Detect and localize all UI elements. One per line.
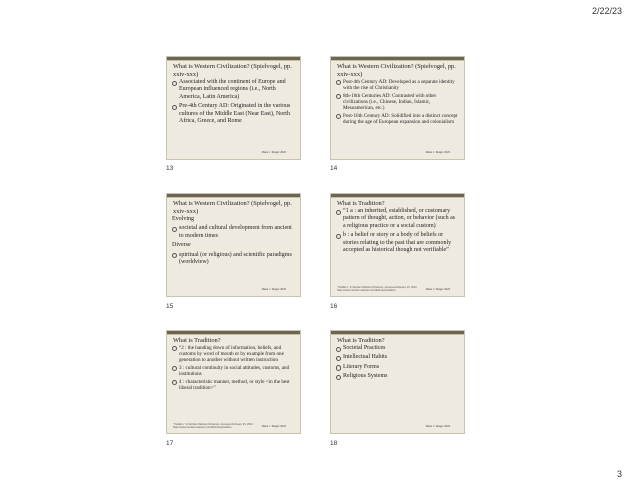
bullet-item	[336, 208, 459, 230]
bullet-icon	[336, 210, 341, 215]
bullet-icon	[336, 375, 341, 380]
slide-title: What is Western Civilization? (Spielvogel, pp. xxiv-xxx)	[173, 63, 292, 78]
slide-citation: “Tradition.” In Merriam-Webster Dictionary. Accessed February 15, 2023. https://www.merriam-webster.com/dictionary/tradition.	[173, 423, 254, 429]
bullet-text: Associated with the continent of Europe and European influenced regions (i.e., North America, Latin America)	[179, 79, 286, 100]
slide-footer: Marie J. Rutger 2023	[425, 425, 450, 428]
slide-body	[336, 79, 459, 126]
bullet-icon	[172, 366, 177, 371]
bullet-text: Post-16th Century AD: Solidified into a distinct concept during the age of European expansion and colonialism	[343, 112, 458, 125]
bullet-item	[336, 93, 459, 111]
slide-footer: Marie J. Rutger 2023	[425, 151, 450, 154]
slide-16	[330, 193, 465, 297]
bullet-item	[336, 345, 459, 352]
bullet-item	[172, 103, 295, 125]
slide-18	[330, 330, 465, 434]
bullet-text: “1 a : an inherited, established, or customary pattern of thought, action, or behavior (such as a religious practice or a social custom)	[343, 208, 456, 229]
bullet-item	[172, 365, 295, 377]
page-date: 2/22/23	[591, 6, 622, 16]
bullet-icon	[172, 380, 177, 385]
bullet-item	[336, 364, 459, 371]
bullet-text: Societal Practices	[343, 345, 386, 351]
bullet-icon	[336, 234, 341, 239]
slide-body	[172, 216, 295, 268]
bullet-icon	[336, 365, 341, 370]
slide-title: What is Tradition?	[337, 337, 385, 344]
slide-citation: “Tradition.” In Merriam-Webster Dictionary. Accessed February 15, 2023. https://www.merriam-webster.com/dictionary/tradition.	[337, 286, 418, 292]
slide-number: 16	[330, 303, 338, 310]
slide-13	[166, 56, 301, 160]
bullet-text: 3 : cultural continuity in social attitudes, customs, and institutions	[179, 364, 290, 377]
bullet-text: 4 : characteristic manner, method, or style <in the best liberal tradition>”	[179, 378, 290, 391]
bullet-item	[336, 373, 459, 380]
bullet-item	[172, 79, 295, 101]
bullet-item	[336, 232, 459, 254]
slide-number: 17	[166, 440, 174, 447]
bullet-icon	[336, 80, 341, 85]
bullet-icon	[336, 94, 341, 99]
bullet-icon	[172, 81, 177, 86]
slide-footer: Marie J. Rutger 2023	[261, 425, 286, 428]
slide-17	[166, 330, 301, 434]
bullet-icon	[172, 253, 177, 258]
slide-footer: Marie J. Rutger 2023	[261, 151, 286, 154]
bullet-icon	[172, 227, 177, 232]
bullet-item	[336, 79, 459, 91]
bullet-item	[172, 379, 295, 391]
bullet-text: Pre-4th Century AD: Originated in the various cultures of the Middle East (Near East), North Africa, Greece, and Rome	[179, 103, 291, 125]
slide-body	[172, 79, 295, 127]
slide-14	[330, 56, 465, 160]
bullet-item	[172, 225, 295, 240]
section-heading: Diverse	[172, 242, 191, 249]
bullet-text: Literary Forms	[343, 363, 380, 370]
slide-body	[172, 345, 295, 392]
page-number: 3	[616, 469, 622, 479]
bullet-item	[172, 345, 295, 363]
slide-footer: Marie J. Rutger 2023	[425, 288, 450, 291]
slide-body	[336, 208, 459, 256]
slide-title: What is Tradition?	[337, 200, 385, 207]
section-heading: Evolving	[172, 216, 194, 222]
slide-number: 14	[330, 165, 338, 172]
bullet-text: 8th-16th Centuries AD: Contrasted with other civilizations (i.e., Chinese, Indian, Islamic, Mesoamerican, etc.)	[343, 92, 437, 111]
bullet-icon	[336, 356, 341, 361]
bullet-text: Religious Systems	[343, 373, 388, 380]
bullet-icon	[336, 347, 341, 352]
slide-number: 18	[330, 440, 338, 447]
bullet-text: societal and cultural development from ancient to modern times	[179, 225, 292, 239]
bullet-icon	[172, 346, 177, 351]
bullet-icon	[336, 114, 341, 119]
slide-15	[166, 193, 301, 297]
slide-number: 13	[166, 165, 174, 172]
slide-title: What is Western Civilization? (Spielvogel, pp. xxiv-xxx)	[173, 200, 292, 215]
bullet-text: Post-4th Century AD: Developed as a separate identity with the rise of Christianity	[343, 79, 455, 92]
slide-number: 15	[166, 303, 174, 310]
bullet-item	[172, 252, 295, 267]
slide-title: What is Western Civilization? (Spielvogel, pp. xxiv-xxx)	[337, 63, 456, 78]
bullet-text: b : a belief or story or a body of beliefs or stories relating to the past that are commonly accepted as historical though not verifiable”	[343, 232, 452, 254]
bullet-item	[336, 113, 459, 125]
slide-body	[336, 345, 459, 383]
bullet-text: “2 : the handing down of information, beliefs, and customs by word of mouth or by example from one generation to another without written instruction	[179, 345, 284, 364]
bullet-item	[336, 354, 459, 361]
bullet-text: spiritual (or religious) and scientific paradigms (worldview)	[179, 251, 292, 266]
slide-footer: Marie J. Rutger 2023	[261, 288, 286, 291]
bullet-icon	[172, 105, 177, 110]
bullet-text: Intellectual Habits	[343, 354, 388, 361]
slide-title: What is Tradition?	[173, 337, 221, 344]
